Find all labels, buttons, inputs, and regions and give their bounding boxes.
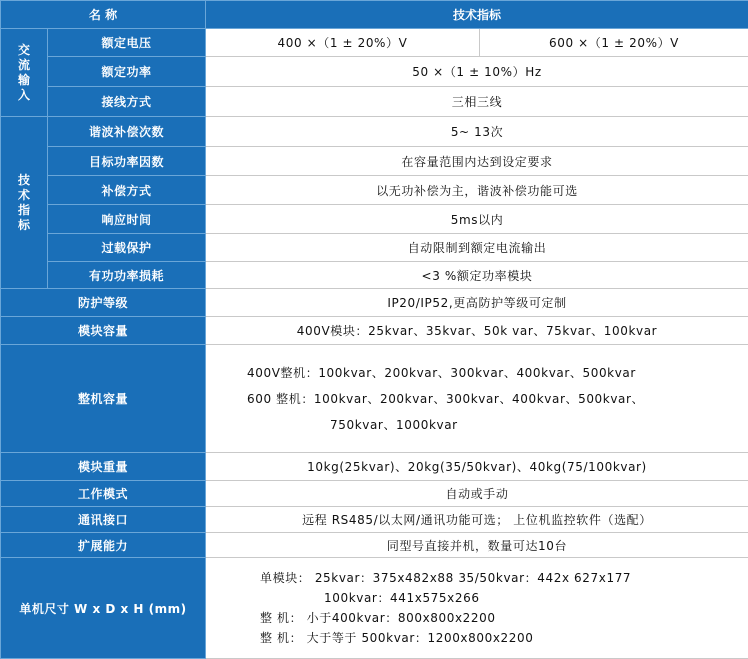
row-value <box>206 345 748 453</box>
group-char: 输 <box>1 73 47 88</box>
row-value: 同型号直接并机，数量可达10台 <box>206 533 748 558</box>
table-row <box>1 234 748 262</box>
table-row <box>1 289 748 317</box>
row-value <box>206 558 748 659</box>
group-char: 入 <box>1 88 47 103</box>
row-value: 以无功补偿为主，谐波补偿功能可选 <box>206 176 748 205</box>
group-char: 流 <box>1 58 47 73</box>
row-value: 自动限制到额定电流输出 <box>206 234 748 262</box>
table-row <box>1 117 748 147</box>
row-value: 400V模块：25kvar、35kvar、50k var、75kvar、100kvar <box>206 317 748 345</box>
row-label: 模块容量 <box>1 317 206 345</box>
table-row <box>1 345 748 453</box>
table-row <box>1 147 748 176</box>
group-char: 标 <box>1 218 47 233</box>
row-value: 自动或手动 <box>206 481 748 507</box>
row-value: 5ms以内 <box>206 205 748 234</box>
value-line: 100kvar：441x575x266 <box>260 588 748 608</box>
table-row <box>1 57 748 87</box>
group-char: 技 <box>1 173 47 188</box>
value-line: 整 机： 小于400kvar：800x800x2200 <box>260 608 748 628</box>
table-row <box>1 317 748 345</box>
table-row <box>1 481 748 507</box>
row-label: 扩展能力 <box>1 533 206 558</box>
value-line: 600 整机：100kvar、200kvar、300kvar、400kvar、500kvar、 <box>247 386 748 412</box>
table-row <box>1 176 748 205</box>
row-value: IP20/IP52,更高防护等级可定制 <box>206 289 748 317</box>
row-value: 在容量范围内达到设定要求 <box>206 147 748 176</box>
value-line: 单模块： 25kvar：375x482x88 35/50kvar：442x 627x177 <box>260 568 748 588</box>
value-line: 整 机： 大于等于 500kvar：1200x800x2200 <box>260 628 748 648</box>
row-value: 三相三线 <box>206 87 748 117</box>
table-row <box>1 533 748 558</box>
row-label: 过载保护 <box>48 234 206 262</box>
row-label: 谐波补偿次数 <box>48 117 206 147</box>
table-row <box>1 29 748 57</box>
table-row <box>1 558 748 659</box>
row-label: 目标功率因数 <box>48 147 206 176</box>
header-spec: 技术指标 <box>206 1 748 29</box>
value-line: 400V整机：100kvar、200kvar、300kvar、400kvar、500kvar <box>247 360 748 386</box>
row-value: 600 ×（1 ± 20%）V <box>480 29 748 57</box>
table-row <box>1 205 748 234</box>
row-value: 10kg(25kvar)、20kg(35/50kvar)、40kg(75/100kvar) <box>206 453 748 481</box>
row-label: 响应时间 <box>48 205 206 234</box>
header-row <box>1 1 748 29</box>
row-value: 远程 RS485/以太网/通讯功能可选； 上位机监控软件（选配） <box>206 507 748 533</box>
table-row <box>1 453 748 481</box>
row-label: 通讯接口 <box>1 507 206 533</box>
row-value: 50 ×（1 ± 10%）Hz <box>206 57 748 87</box>
group-ac-input <box>1 29 48 117</box>
group-tech <box>1 117 48 289</box>
group-char: 指 <box>1 203 47 218</box>
table-row <box>1 507 748 533</box>
row-label: 有功功率损耗 <box>48 262 206 289</box>
table-row <box>1 87 748 117</box>
row-label: 防护等级 <box>1 289 206 317</box>
row-value: <3 %额定功率模块 <box>206 262 748 289</box>
table-row <box>1 262 748 289</box>
row-label: 补偿方式 <box>48 176 206 205</box>
row-value: 400 ×（1 ± 20%）V <box>206 29 480 57</box>
row-label: 单机尺寸 W x D x H (mm) <box>1 558 206 659</box>
row-label: 模块重量 <box>1 453 206 481</box>
group-char: 交 <box>1 43 47 58</box>
row-label: 工作模式 <box>1 481 206 507</box>
row-label: 接线方式 <box>48 87 206 117</box>
value-line: 750kvar、1000kvar <box>247 412 748 438</box>
group-char: 术 <box>1 188 47 203</box>
row-label: 额定电压 <box>48 29 206 57</box>
row-label: 整机容量 <box>1 345 206 453</box>
header-name: 名 称 <box>1 1 206 29</box>
row-label: 额定功率 <box>48 57 206 87</box>
row-value: 5~ 13次 <box>206 117 748 147</box>
